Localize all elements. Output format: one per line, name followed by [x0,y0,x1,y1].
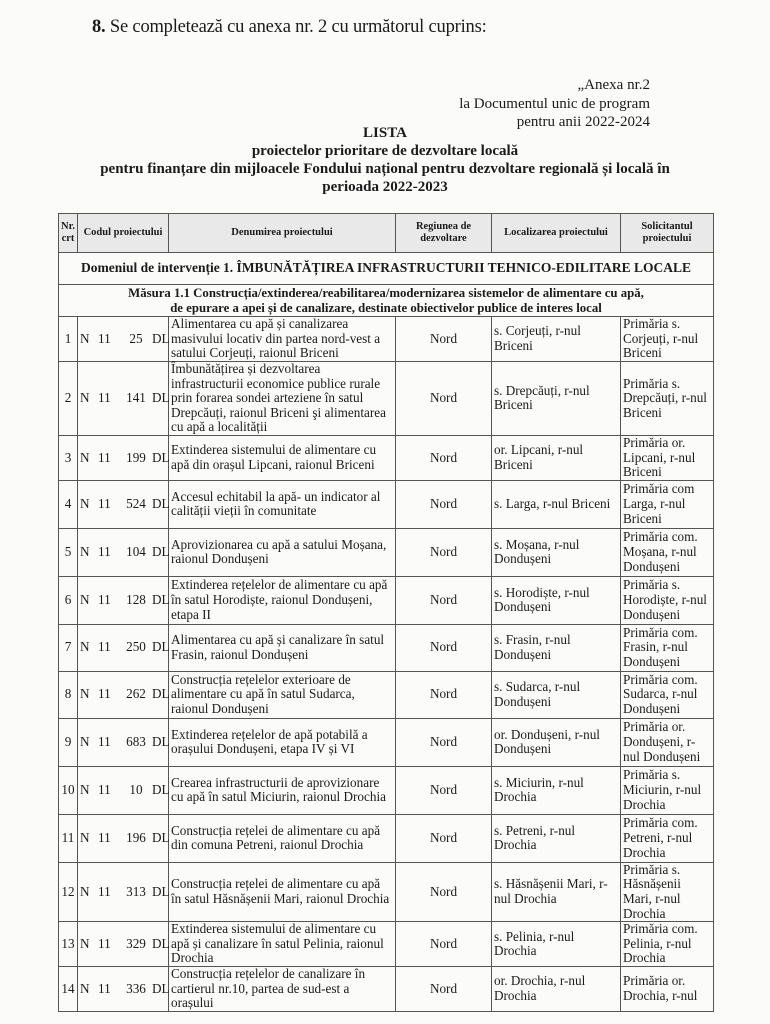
table-row [59,624,714,671]
code-number: 141 [126,390,146,406]
code-prefix: N [80,829,90,845]
cell-region: Nord [396,718,492,766]
code-suffix: DL [152,390,170,406]
header-nr: Nr. crt [59,214,78,253]
table-row [59,766,714,814]
table-row [59,718,714,766]
header-region: Regiunea de dezvoltare [396,214,492,253]
cell-nr: 6 [59,576,78,624]
measure-line-1: Măsura 1.1 Construcția/extinderea/reabilitarea/modernizarea sistemelor de alimentare cu apă, [128,285,644,300]
cell-project-name: Îmbunătățirea și dezvoltarea infrastructurii economice publice rurale prin forarea sondei arteziene în satul Drepcăuți, raionul Briceni şi alimentarea cu apă a localității [169,362,396,436]
table-header-row [59,214,714,253]
annex-line-2: la Documentul unic de program [459,95,650,112]
code-number: 128 [126,591,146,607]
code-prefix: N [80,495,90,511]
cell-code [78,922,169,967]
code-group: 11 [98,543,111,559]
code-group: 11 [98,781,111,797]
cell-nr: 12 [59,862,78,921]
code-suffix: DL [152,330,170,346]
cell-applicant: Primăria or. Lipcani, r-nul Briceni [621,435,714,480]
cell-applicant: Primăria com Larga, r-nul Briceni [621,480,714,528]
cell-code [78,362,169,436]
title-line-1: LISTA [363,125,407,141]
code-number: 25 [129,330,143,346]
header-code: Codul proiectului [78,214,169,253]
cell-applicant: Primăria com. Moșana, r-nul Dondușeni [621,528,714,576]
table-row [59,435,714,480]
code-group: 11 [98,980,111,996]
projects-table [58,213,714,1012]
title-line-3: pentru finanțare din mijloacele Fondului național pentru dezvoltare regională și locală în [100,161,670,177]
cell-region: Nord [396,362,492,436]
cell-location: s. Corjeuți, r-nul Briceni [492,317,621,362]
cell-applicant: Primăria com. Sudarca, r-nul Dondușeni [621,671,714,718]
code-suffix: DL [152,733,170,749]
code-group: 11 [98,495,111,511]
measure-title [59,285,714,317]
cell-code [78,862,169,921]
cell-region: Nord [396,967,492,1012]
cell-applicant: Primăria s. Miciurin, r-nul Drochia [621,766,714,814]
cell-region: Nord [396,576,492,624]
header-location: Localizarea proiectului [492,214,621,253]
cell-location: s. Moșana, r-nul Dondușeni [492,528,621,576]
cell-region: Nord [396,766,492,814]
cell-location: s. Petreni, r-nul Drochia [492,814,621,862]
cell-location: or. Drochia, r-nul Drochia [492,967,621,1012]
code-suffix: DL [152,686,170,702]
cell-project-name: Construcția rețelei de alimentare cu apă din comuna Petreni, raionul Drochia [169,814,396,862]
code-suffix: DL [152,829,170,845]
code-number: 336 [126,980,146,996]
cell-project-name: Crearea infrastructurii de aprovizionare cu apă în satul Miciurin, raionul Drochia [169,766,396,814]
cell-nr: 5 [59,528,78,576]
code-suffix: DL [152,781,170,797]
measure-line-2: de epurare a apei și de canalizare, destinate obiectivelor publice de interes local [170,300,602,315]
code-suffix: DL [152,883,170,899]
table-row [59,317,714,362]
cell-region: Nord [396,317,492,362]
cell-code [78,624,169,671]
cell-project-name: Extinderea rețelelor de alimentare cu apă în satul Horodiște, raionul Dondușeni, etapa II [169,576,396,624]
table-row [59,480,714,528]
cell-nr: 14 [59,967,78,1012]
domain-row [59,253,714,285]
code-number: 10 [129,781,143,797]
code-number: 196 [126,829,146,845]
cell-region: Nord [396,624,492,671]
code-suffix: DL [152,591,170,607]
table-row [59,814,714,862]
title-line-2: proiectelor prioritare de dezvoltare locală [251,143,519,159]
code-number: 199 [126,449,146,465]
document-title [30,124,740,196]
cell-nr: 13 [59,922,78,967]
code-number: 313 [126,883,146,899]
header-name: Denumirea proiectului [169,214,396,253]
cell-applicant: Primăria s. Corjeuți, r-nul Briceni [621,317,714,362]
cell-applicant: Primăria com. Petreni, r-nul Drochia [621,814,714,862]
code-suffix: DL [152,639,170,655]
code-prefix: N [80,686,90,702]
cell-code [78,766,169,814]
cell-applicant: Primăria or. Dondușeni, r-nul Dondușeni [621,718,714,766]
cell-location: s. Pelinia, r-nul Drochia [492,922,621,967]
cell-location: s. Miciurin, r-nul Drochia [492,766,621,814]
code-suffix: DL [152,449,170,465]
cell-location: or. Lipcani, r-nul Briceni [492,435,621,480]
table-row [59,922,714,967]
code-group: 11 [98,883,111,899]
cell-region: Nord [396,528,492,576]
table-row [59,528,714,576]
cell-nr: 2 [59,362,78,436]
cell-code [78,814,169,862]
cell-project-name: Alimentarea cu apă și canalizare în satul Frasin, raionul Dondușeni [169,624,396,671]
cell-code [78,480,169,528]
cell-nr: 11 [59,814,78,862]
code-prefix: N [80,390,90,406]
domain-title: Domeniul de intervenție 1. ÎMBUNĂTĂȚIREA INFRASTRUCTURII TEHNICO-EDILITARE LOCALE [59,253,714,285]
cell-project-name: Construcția rețelei de alimentare cu apă în satul Hăsnășenii Mari, raionul Drochia [169,862,396,921]
cell-region: Nord [396,862,492,921]
code-prefix: N [80,781,90,797]
code-prefix: N [80,330,90,346]
measure-row [59,285,714,317]
cell-applicant: Primăria s. Drepcăuți, r-nul Briceni [621,362,714,436]
code-prefix: N [80,591,90,607]
cell-applicant: Primăria s. Horodiște, r-nul Dondușeni [621,576,714,624]
cell-applicant: Primăria com. Frasin, r-nul Dondușeni [621,624,714,671]
cell-code [78,435,169,480]
cell-project-name: Extinderea sistemului de alimentare cu apă și canalizare în satul Pelinia, raionul Drochia [169,922,396,967]
cell-code [78,528,169,576]
table-row [59,362,714,436]
code-group: 11 [98,449,111,465]
code-number: 104 [126,543,146,559]
cell-nr: 7 [59,624,78,671]
intro-paragraph [92,17,487,38]
intro-text: Se completează cu anexa nr. 2 cu următorul cuprins: [105,17,487,37]
title-line-4: perioada 2022-2023 [322,179,448,195]
code-suffix: DL [152,935,170,951]
cell-location: s. Larga, r-nul Briceni [492,480,621,528]
code-group: 11 [98,639,111,655]
code-prefix: N [80,980,90,996]
code-suffix: DL [152,495,170,511]
code-prefix: N [80,449,90,465]
code-suffix: DL [152,543,170,559]
table-row [59,576,714,624]
header-applicant: Solicitantul proiectului [621,214,714,253]
cell-location: s. Frasin, r-nul Dondușeni [492,624,621,671]
cell-code [78,576,169,624]
cell-nr: 9 [59,718,78,766]
cell-applicant: Primăria or. Drochia, r-nul [621,967,714,1012]
code-prefix: N [80,935,90,951]
table-row [59,862,714,921]
code-group: 11 [98,390,111,406]
cell-region: Nord [396,671,492,718]
cell-project-name: Construcția rețelelor exterioare de alimentare cu apă în satul Sudarca, raionul Dondușeni [169,671,396,718]
code-prefix: N [80,639,90,655]
cell-location: s. Hăsnășenii Mari, r-nul Drochia [492,862,621,921]
code-group: 11 [98,686,111,702]
cell-project-name: Construcția rețelelor de canalizare în cartierul nr.10, partea de sud-est a orașului [169,967,396,1012]
cell-location: or. Dondușeni, r-nul Dondușeni [492,718,621,766]
cell-project-name: Accesul echitabil la apă- un indicator al calității vieții în comunitate [169,480,396,528]
cell-region: Nord [396,922,492,967]
code-group: 11 [98,591,111,607]
cell-applicant: Primăria s. Hăsnășenii Mari, r-nul Drochia [621,862,714,921]
code-prefix: N [80,543,90,559]
cell-location: s. Sudarca, r-nul Dondușeni [492,671,621,718]
cell-code [78,671,169,718]
cell-region: Nord [396,480,492,528]
annex-line-3: pentru anii 2022-2024 [516,114,650,130]
code-number: 683 [126,733,146,749]
cell-nr: 8 [59,671,78,718]
code-number: 262 [126,686,146,702]
cell-project-name: Extinderea rețelelor de apă potabilă a orașului Dondușeni, etapa IV și VI [169,718,396,766]
cell-nr: 3 [59,435,78,480]
annex-line-1: „Anexa nr.2 [577,77,650,93]
code-group: 11 [98,330,111,346]
cell-region: Nord [396,814,492,862]
cell-location: s. Horodiște, r-nul Dondușeni [492,576,621,624]
code-number: 329 [126,935,146,951]
code-suffix: DL [152,980,170,996]
code-group: 11 [98,935,111,951]
cell-nr: 4 [59,480,78,528]
cell-code [78,718,169,766]
code-number: 250 [126,639,146,655]
table-row [59,671,714,718]
code-group: 11 [98,829,111,845]
cell-code [78,967,169,1012]
cell-code [78,317,169,362]
cell-project-name: Alimentarea cu apă și canalizarea masivului locativ din partea nord-vest a satului Corjeuți, raionul Briceni [169,317,396,362]
code-prefix: N [80,883,90,899]
code-group: 11 [98,733,111,749]
cell-nr: 1 [59,317,78,362]
cell-applicant: Primăria com. Pelinia, r-nul Drochia [621,922,714,967]
code-prefix: N [80,733,90,749]
cell-project-name: Aprovizionarea cu apă a satului Moșana, raionul Dondușeni [169,528,396,576]
cell-nr: 10 [59,766,78,814]
table-row [59,967,714,1012]
intro-number: 8. [92,17,106,37]
cell-region: Nord [396,435,492,480]
cell-project-name: Extinderea sistemului de alimentare cu apă din orașul Lipcani, raionul Briceni [169,435,396,480]
cell-location: s. Drepcăuți, r-nul Briceni [492,362,621,436]
code-number: 524 [126,495,146,511]
